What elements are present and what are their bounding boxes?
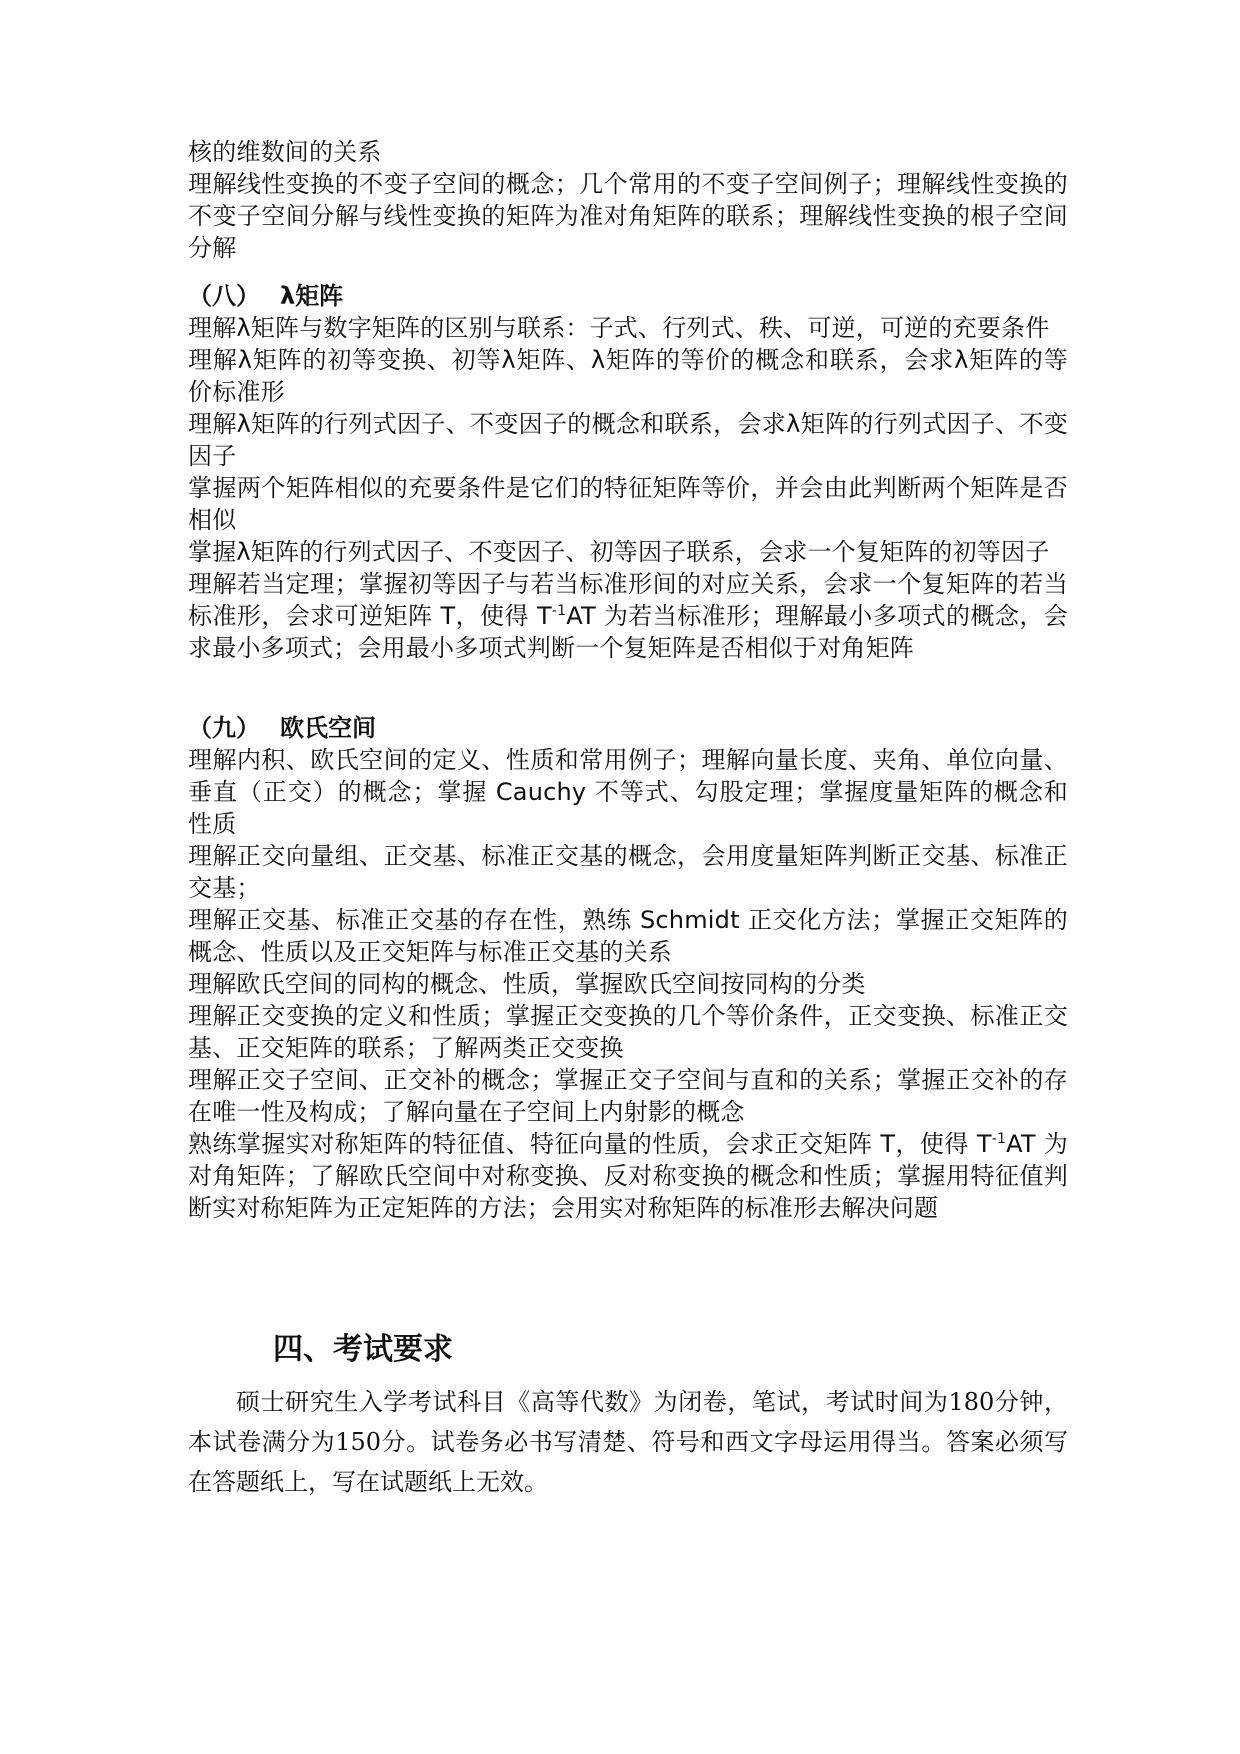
paragraph: 理解正交向量组、正交基、标准正交基的概念，会用度量矩阵判断正交基、标准正交基； xyxy=(188,842,1068,902)
intro-block xyxy=(188,136,1068,264)
exam-requirements-paragraph: 硕士研究生入学考试科目《高等代数》为闭卷，笔试，考试时间为180分钟，本试卷满分为150分。试卷务必书写清楚、符号和西文字母运用得当。答案必须写在答题纸上，写在试题纸上无效。 xyxy=(188,1388,1068,1496)
text-run: 熟练掌握实对称矩阵的特征值、特征向量的性质，会求正交矩阵 T，使得 T xyxy=(188,1130,992,1158)
paragraph: 理解内积、欧氏空间的定义、性质和常用例子；理解向量长度、夹角、单位向量、垂直（正交）的概念；掌握 Cauchy 不等式、勾股定理；掌握度量矩阵的概念和性质 xyxy=(188,746,1068,838)
text-run: AT 为对角矩阵；了解欧氏空间中对称变换、反对称变换的概念和性质；掌握用特征值判断实对称矩阵为正定矩阵的方法；会用实对称矩阵的标准形去解决问题 xyxy=(188,1130,1068,1222)
paragraph: 核的维数间的关系 xyxy=(188,138,382,166)
section-9 xyxy=(188,712,1068,1224)
section-title: 欧氏空间 xyxy=(280,714,376,742)
section-heading xyxy=(188,280,1068,312)
superscript: -1 xyxy=(551,603,567,619)
section-number: （九） xyxy=(188,714,260,742)
paragraph: 理解正交子空间、正交补的概念；掌握正交子空间与直和的关系；掌握正交补的存在唯一性及构成；了解向量在子空间上内射影的概念 xyxy=(188,1066,1068,1126)
paragraph xyxy=(188,1128,1068,1224)
text-run: 理解若当定理；掌握初等因子与若当标准形间的对应关系，会求一个复矩阵的若当标准形，会求可逆矩阵 T，使得 T xyxy=(188,570,1068,630)
paragraph: 理解λ矩阵的初等变换、初等λ矩阵、λ矩阵的等价的概念和联系，会求λ矩阵的等价标准形 xyxy=(188,346,1068,406)
section-heading xyxy=(188,712,1068,744)
paragraph: 掌握两个矩阵相似的充要条件是它们的特征矩阵等价，并会由此判断两个矩阵是否相似 xyxy=(188,474,1068,534)
text-run: AT 为若当标准形；理解最小多项式的概念，会求最小多项式；会用最小多项式判断一个复矩阵是否相似于对角矩阵 xyxy=(188,602,1068,662)
section-title: λ矩阵 xyxy=(280,282,344,310)
superscript: -1 xyxy=(991,1131,1007,1147)
section-8 xyxy=(188,280,1068,664)
paragraph: 理解正交变换的定义和性质；掌握正交变换的几个等价条件，正交变换、标准正交基、正交矩阵的联系；了解两类正交变换 xyxy=(188,1002,1068,1062)
paragraph: 理解欧氏空间的同构的概念、性质，掌握欧氏空间按同构的分类 xyxy=(188,970,866,998)
paragraph: 理解线性变换的不变子空间的概念；几个常用的不变子空间例子；理解线性变换的不变子空间分解与线性变换的矩阵为准对角矩阵的联系；理解线性变换的根子空间分解 xyxy=(188,170,1068,262)
paragraph: 理解λ矩阵的行列式因子、不变因子的概念和联系，会求λ矩阵的行列式因子、不变因子 xyxy=(188,410,1068,470)
paragraph xyxy=(188,568,1068,664)
section-number: （八） xyxy=(188,282,260,310)
paragraph: 理解λ矩阵与数字矩阵的区别与联系：子式、行列式、秩、可逆，可逆的充要条件 xyxy=(188,314,1050,342)
paragraph: 理解正交基、标准正交基的存在性，熟练 Schmidt 正交化方法；掌握正交矩阵的概念、性质以及正交矩阵与标准正交基的关系 xyxy=(188,906,1068,966)
exam-requirements-heading: 四、考试要求 xyxy=(273,1332,453,1367)
paragraph: 掌握λ矩阵的行列式因子、不变因子、初等因子联系，会求一个复矩阵的初等因子 xyxy=(188,538,1050,566)
